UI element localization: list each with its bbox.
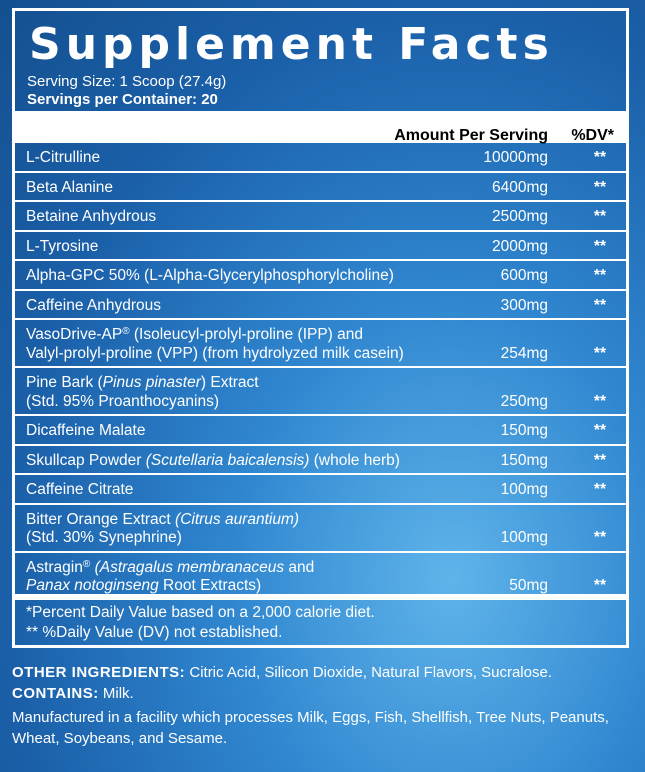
other-ingredients-label: OTHER INGREDIENTS: [12, 664, 186, 681]
ingredient-name-part: Bitter Orange Extract [26, 510, 176, 528]
ingredient-amount: 100mg [500, 481, 548, 498]
ingredient-name-part: (whole herb) [309, 451, 400, 469]
ingredient-name [26, 149, 481, 168]
ingredient-dv: ** [593, 451, 606, 469]
table-row [15, 143, 626, 171]
ingredient-dv: ** [593, 577, 606, 594]
ingredient-name-part: Pinus pinaster [102, 374, 201, 391]
ingredient-dv: ** [593, 149, 606, 166]
ingredient-name-part: (Citrus aurantium) [175, 510, 300, 528]
ingredient-name [26, 208, 481, 227]
table-row [15, 200, 626, 230]
ingredient-name-part: ) Extract [200, 374, 259, 391]
ingredient-name-part: and [284, 558, 315, 576]
ingredient-amount: 250mg [500, 392, 548, 410]
table-row [15, 171, 626, 201]
ingredient-name [26, 238, 481, 257]
ingredient-amount: 10000mg [483, 149, 548, 166]
ingredient-name-part: Pine Bark ( [26, 374, 103, 391]
ingredient-amount: 2000mg [491, 237, 548, 255]
ingredient-dv: ** [593, 208, 606, 225]
ingredient-dv: ** [593, 344, 606, 362]
ingredient-dv: ** [593, 481, 606, 498]
ingredient-dv: ** [593, 296, 606, 314]
daily-value-header: %DV* [571, 127, 614, 144]
ingredient-name-part: Panax notoginseng [26, 577, 159, 594]
supplement-facts-panel [12, 8, 629, 648]
ingredient-name-part: Valyl-prolyl-proline (VPP) (from hydrolyzed milk casein) [26, 344, 404, 362]
serving-size: Serving Size: 1 Scoop (27.4g) [27, 73, 227, 90]
ingredient-name [26, 422, 481, 441]
ingredient-dv: ** [593, 237, 606, 255]
ingredient-amount: 50mg [509, 577, 548, 594]
ingredient-amount: 600mg [500, 267, 548, 284]
ingredient-name-part: L-Tyrosine [26, 237, 99, 255]
ingredient-amount: 300mg [500, 296, 548, 314]
table-row [15, 318, 626, 366]
ingredient-name-part: Root Extracts) [158, 577, 262, 594]
ingredient-amount: 6400mg [491, 178, 548, 196]
column-header-bar [15, 111, 626, 143]
ingredient-amount: 254mg [500, 344, 548, 362]
ingredient-name-part: (Isoleucyl-prolyl-proline (IPP) and [129, 326, 364, 343]
table-row [15, 230, 626, 260]
ingredient-dv: ** [593, 178, 606, 196]
ingredient-dv: ** [593, 267, 606, 284]
ingredient-name-part: Betaine Anhydrous [26, 208, 157, 225]
ingredient-name-part: Skullcap Powder [26, 451, 146, 469]
ingredient-name-part: ® [122, 326, 130, 337]
ingredient-name-part: ® [82, 558, 91, 570]
ingredient-name-part: Beta Alanine [26, 178, 114, 196]
footnote-daily-value: *Percent Daily Value based on a 2,000 calorie diet. [26, 604, 375, 621]
ingredient-name-part: (Scutellaria baicalensis) [145, 451, 310, 469]
table-row [15, 551, 626, 599]
panel-title: Supplement Facts [29, 19, 554, 70]
footnote-not-established: ** %Daily Value (DV) not established. [26, 624, 283, 641]
table-row [15, 473, 626, 503]
table-row [15, 259, 626, 289]
ingredient-name [26, 511, 481, 548]
ingredient-name-part: VasoDrive-AP [26, 326, 123, 343]
servings-per-container: Servings per Container: 20 [27, 91, 218, 108]
ingredient-name-part: Alpha-GPC 50% (L-Alpha-Glycerylphosphorylcholine) [26, 267, 394, 284]
ingredient-name-part: (Astragalus membranaceus [94, 558, 285, 576]
table-row [15, 414, 626, 444]
ingredient-amount: 150mg [500, 422, 548, 439]
ingredient-dv: ** [593, 529, 606, 546]
manufactured-statement: Manufactured in a facility which processes Milk, Eggs, Fish, Shellfish, Tree Nuts, Peanuts, Wheat, Soybeans, and Sesame. [12, 709, 609, 747]
ingredient-name-part: Caffeine Anhydrous [26, 296, 162, 314]
table-row [15, 444, 626, 474]
ingredient-name-part: (Std. 95% Proanthocyanins) [26, 392, 219, 410]
ingredient-name [26, 559, 481, 596]
ingredient-name-part: Dicaffeine Malate [26, 422, 146, 439]
contains-label: CONTAINS: [12, 685, 99, 702]
footnotes [26, 603, 375, 643]
ingredient-name [26, 326, 481, 363]
thick-divider [15, 594, 626, 600]
other-ingredients-line [12, 662, 637, 683]
contains-line [12, 683, 637, 704]
ingredient-dv: ** [593, 422, 606, 439]
table-row [15, 289, 626, 319]
ingredient-amount: 100mg [500, 529, 548, 546]
ingredient-name-part: (Std. 30% Synephrine) [26, 529, 182, 546]
ingredient-name [26, 267, 481, 286]
ingredient-dv: ** [593, 392, 606, 410]
table-row [15, 503, 626, 551]
ingredient-name [26, 452, 481, 471]
ingredient-name [26, 297, 481, 316]
ingredient-name [26, 481, 481, 500]
ingredient-name-part: L-Citrulline [26, 149, 101, 166]
contains-text: Milk. [102, 685, 134, 702]
ingredient-name-part: Caffeine Citrate [26, 481, 134, 498]
other-ingredients-text: Citric Acid, Silicon Dioxide, Natural Flavors, Sucralose. [189, 664, 552, 681]
ingredient-amount: 150mg [500, 451, 548, 469]
other-info [12, 662, 637, 749]
amount-per-serving-header: Amount Per Serving [394, 127, 548, 144]
ingredient-table [15, 143, 626, 599]
ingredient-name [26, 374, 481, 411]
ingredient-name [26, 179, 481, 198]
ingredient-amount: 2500mg [491, 208, 548, 225]
ingredient-name-part: Astragin [26, 558, 83, 576]
table-row [15, 366, 626, 414]
